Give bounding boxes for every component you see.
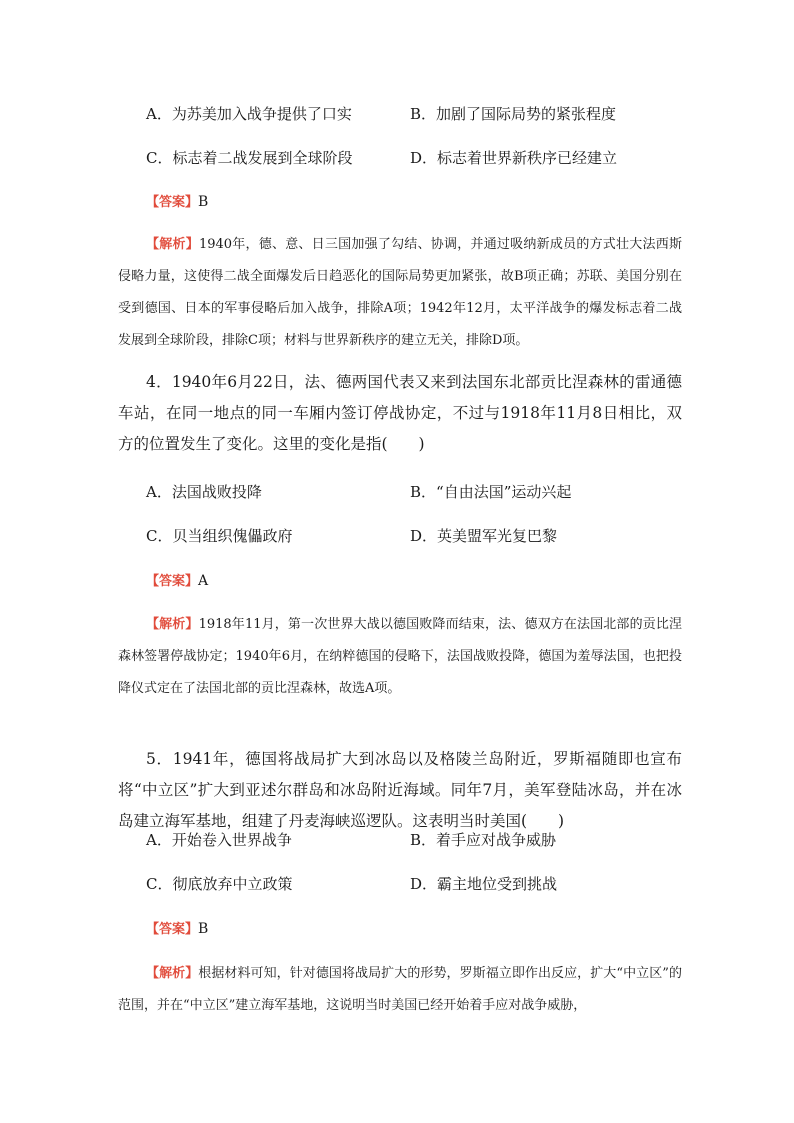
analysis-tag: 【解析】 bbox=[146, 966, 199, 981]
answer-tag: 【答案】 bbox=[146, 574, 199, 589]
analysis-text: 根据材料可知，针对德国将战局扩大的形势，罗斯福立即作出反应，扩大“中立区”的范围，并在“中立区”建立海军基地，这说明当时美国已经开始着手应对战争威胁， bbox=[118, 966, 682, 1013]
answer-tag: 【答案】 bbox=[146, 922, 199, 937]
q4-option-a: A．法国战败投降 bbox=[146, 483, 262, 501]
q4-option-b: B．“自由法国”运动兴起 bbox=[410, 483, 572, 501]
q4-answer bbox=[146, 570, 208, 589]
analysis-tag: 【解析】 bbox=[146, 237, 199, 252]
answer-value: B bbox=[198, 194, 209, 210]
q5-analysis bbox=[118, 958, 682, 1022]
analysis-text: 1940年，德、意、日三国加强了勾结、协调，并通过吸纳新成员的方式壮大法西斯侵略力量，这使得二战全面爆发后日趋恶化的国际局势更加紧张，故B项正确；苏联、美国分别在受到德国、日本的军事侵略后加入战争，排除A项；1942年12月，太平洋战争的爆发标志着二战发展到全球阶段，排除C项；材料与世界新秩序的建立无关，排除D项。 bbox=[118, 237, 682, 348]
q5-answer bbox=[146, 918, 208, 937]
q5-option-b: B．着手应对战争威胁 bbox=[410, 831, 557, 849]
q3-option-b: B．加剧了国际局势的紧张程度 bbox=[410, 105, 617, 123]
analysis-tag: 【解析】 bbox=[146, 617, 199, 632]
q3-option-c: C．标志着二战发展到全球阶段 bbox=[146, 149, 353, 167]
q4-stem: 4．1940年6月22日，法、德两国代表又来到法国东北部贡比涅森林的雷通德车站，在同一地点的同一车厢内签订停战协定，不过与1918年11月8日相比，双方的位置发生了变化。这里的变化是指( ) bbox=[118, 373, 682, 453]
analysis-text: 1918年11月，第一次世界大战以德国败降而结束，法、德双方在法国北部的贡比涅森林签署停战协定；1940年6月，在纳粹德国的侵略下，法国战败投降，德国为羞辱法国，也把投降仪式定在了法国北部的贡比涅森林，故选A项。 bbox=[118, 617, 682, 696]
q5-option-d: D．霸主地位受到挑战 bbox=[410, 875, 558, 893]
answer-value: A bbox=[198, 573, 209, 589]
answer-value: B bbox=[198, 921, 209, 937]
q5-option-a: A．开始卷入世界战争 bbox=[146, 831, 292, 849]
q4-option-c: C．贝当组织傀儡政府 bbox=[146, 527, 293, 545]
q5-stem: 5．1941年，德国将战局扩大到冰岛以及格陵兰岛附近，罗斯福随即也宣布将“中立区”扩大到亚述尔群岛和冰岛附近海域。同年7月，美军登陆冰岛，并在冰岛建立海军基地，组建了丹麦海峡巡逻队。这表明当时美国( ) bbox=[118, 750, 682, 830]
answer-tag: 【答案】 bbox=[146, 195, 199, 210]
q4-analysis bbox=[118, 609, 682, 705]
q3-analysis bbox=[118, 229, 682, 357]
q3-option-d: D．标志着世界新秩序已经建立 bbox=[410, 149, 618, 167]
q3-option-a: A．为苏美加入战争提供了口实 bbox=[146, 105, 352, 123]
q4-option-d: D．英美盟军光复巴黎 bbox=[410, 527, 558, 545]
q3-answer bbox=[146, 191, 208, 210]
q5-option-c: C．彻底放弃中立政策 bbox=[146, 875, 293, 893]
